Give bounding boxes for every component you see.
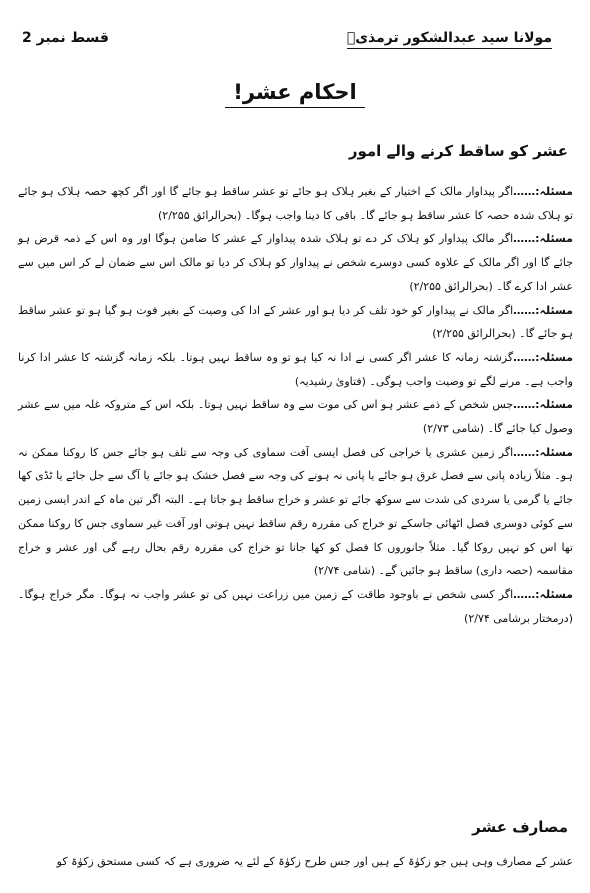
section-heading-expenditures: مصارف عشر (472, 818, 568, 836)
ruling-text: اگر مالک پیداوار کو ہلاک کر دے تو ہلاک شدہ پیداوار کے عشر کا ضامن ہوگا اور وہ اس کے ذمہ قرض ہو جائے گا اور اگر مالک کے علاوہ کسی دوسرے شخص نے پیداوار کو ہلاک کر دیا تو مالک اس سے ضمان لے کر اس میں سے عشر ادا کرے گا۔ (بحرالرائق ۲/۲۵۵) (18, 232, 573, 293)
ruling-label: مسئلہ:…… (513, 303, 573, 317)
ruling-label: مسئلہ:…… (513, 185, 573, 198)
episode-number: قسط نمبر 2 (22, 30, 109, 46)
ruling-paragraph (18, 583, 573, 630)
ruling-label: مسئلہ:…… (513, 587, 573, 601)
ruling-text: اگر کسی شخص نے باوجود طاقت کے زمین میں زراعت نہیں کی تو عشر واجب نہ ہوگا۔ مگر خراج ہوگا۔ (درمختار برشامی ۲/۷۴) (18, 587, 573, 625)
page-title: احکام عشر! (225, 80, 365, 108)
ruling-paragraph (18, 346, 573, 393)
closing-paragraph: عشر کے مصارف وہی ہیں جو زکوٰۃ کے ہیں اور جس طرح زکوٰۃ کے لئے یہ ضروری ہے کہ کسی مستحق زکوٰۃ کو (56, 855, 573, 868)
page-title-container (0, 80, 590, 104)
ruling-label: مسئلہ:…… (513, 445, 573, 459)
ruling-paragraph (18, 441, 573, 583)
ruling-text: اگر مالک نے پیداوار کو خود تلف کر دیا ہو اور عشر کے ادا کی وصیت کے بغیر فوت ہو گیا ہو تو عشر ساقط ہو جائے گا۔ (بحرالرائق ۲/۲۵۵) (18, 303, 573, 341)
section-heading-nullifiers: عشر کو ساقط کرنے والے امور (348, 142, 568, 160)
ruling-text: اگر پیداوار مالک کے اختیار کے بغیر ہلاک ہو جائے تو عشر ساقط ہو جائے گا اور اگر کچھ حصہ ہلاک ہو جائے تو ہلاک شدہ حصہ کا عشر ساقط ہو جائے گا۔ باقی کا دینا واجب ہوگا۔ (بحرالرائق ۲/۲۵۵) (18, 185, 573, 222)
rulings-body (18, 180, 573, 630)
ruling-text: اگر زمین عشری یا خراجی کی فصل ایسی آفت سماوی کی وجہ سے تلف ہو جائے جس کا روکنا ممکن نہ ہو۔ مثلاً زیادہ پانی سے فصل غرق ہو جائے یا پانی نہ ہونے کی وجہ سے فصل خشک ہو جائے یا آگ سے جل جائے یا ٹڈی کھا جائے یا گرمی یا سردی کی شدت سے سوکھ جائے تو عشر و خراج ساقط ہو جاتا ہے۔ البتہ اگر تین ماہ کے اندر ایسی زمین سے کوئی دوسری فصل اٹھائی جاسکے تو خراج کی مقررہ رقم ساقط نہیں ہوتی اور آفت غیر سماوی جس کا روکنا ممکن تھا اس کو نہیں روکا گیا۔ مثلاً جانوروں کا فصل کو کھا جانا تو خراج کی مقررہ رقم بحال رہے گی اور عشر و خراج مقاسمہ (حصہ داری) ساقط ہو جائیں گے۔ (شامی ۲/۷۴) (18, 445, 573, 578)
ruling-label: مسئلہ:…… (513, 232, 573, 246)
author-name: مولانا سید عبدالشکور ترمذیؒ (347, 30, 552, 49)
ruling-paragraph (18, 227, 573, 298)
ruling-text: جس شخص کے ذمے عشر ہو اس کی موت سے وہ ساقط نہیں ہوتا۔ بلکہ اس کے متروکہ غلہ میں سے عشر وصول کیا جائے گا۔ (شامی ۲/۷۳) (18, 398, 573, 436)
ruling-label: مسئلہ:…… (513, 350, 573, 364)
ruling-paragraph (18, 299, 573, 346)
ruling-paragraph (18, 393, 573, 440)
ruling-text: گزشتہ زمانہ کا عشر اگر کسی نے ادا نہ کیا ہو تو وہ ساقط نہیں ہوتا۔ بلکہ زمانہ گزشتہ کا عشر ادا کرنا واجب ہے۔ مرنے لگے تو وصیت واجب ہوگی۔ (فتاویٰ رشیدیہ) (18, 350, 573, 388)
ruling-paragraph (18, 180, 573, 227)
ruling-label: مسئلہ:…… (513, 398, 573, 412)
